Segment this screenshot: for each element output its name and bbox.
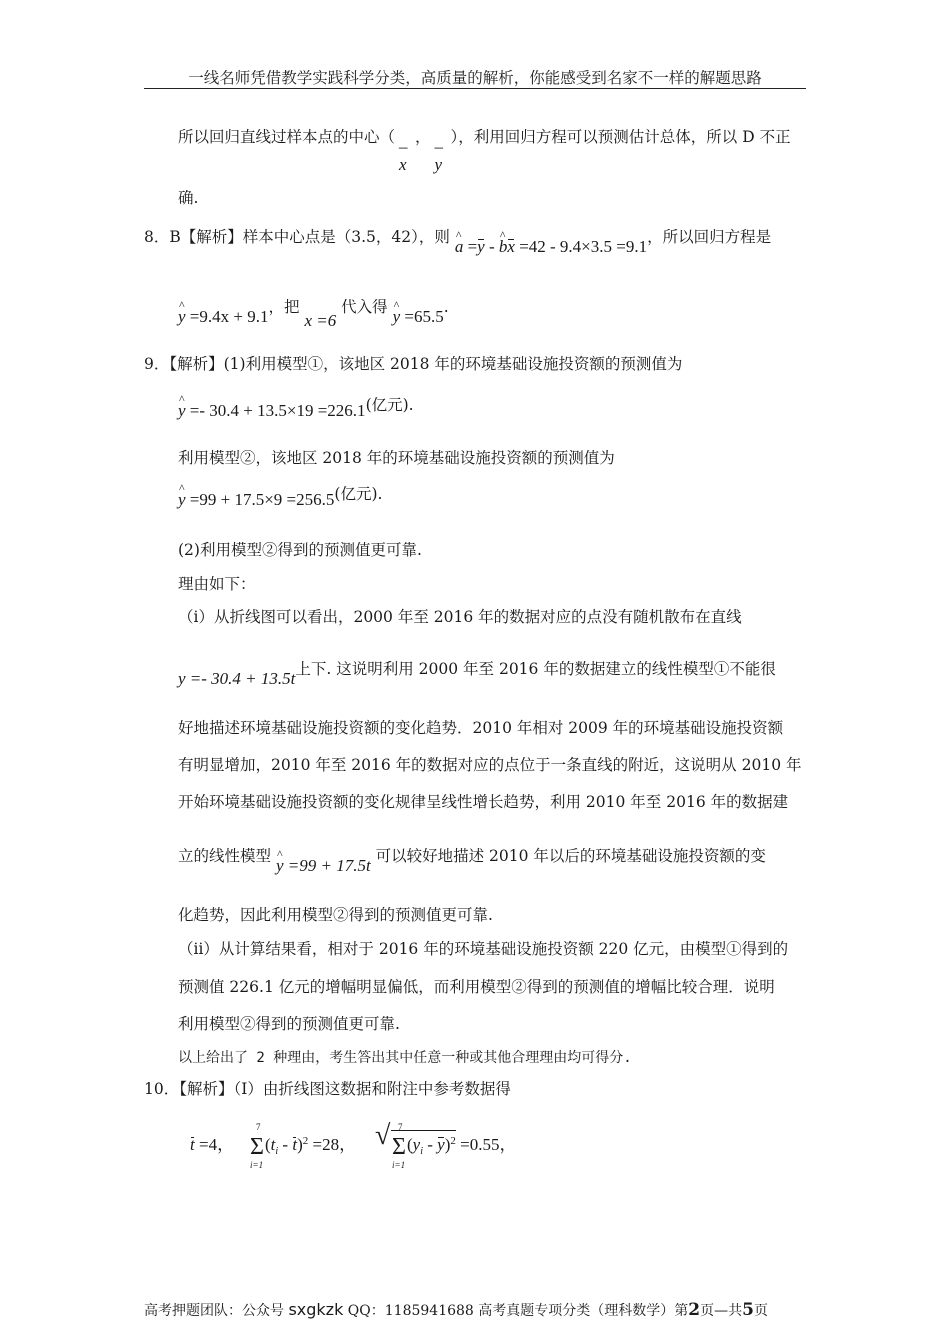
p10-equations: t =4， Σ 7 i=1 $(t_i - t)^2 =28$， √ Σ 7 i=1 $(y_i - y)^2 =0.55$，: [190, 1120, 517, 1170]
p8-label: 8．B【解析】: [144, 228, 243, 246]
p9-line-13: 预测值 226.1 亿元的增幅明显偏低，而利用模型②得到的预测值的增幅比较合理．说明: [178, 978, 775, 996]
p9-line-15: 以上给出了 2 种理由，考生答出其中任意一种或其他合理理由均可得分.: [178, 1050, 632, 1066]
p7-line-2: 确.: [178, 189, 199, 207]
header-rule: [144, 88, 806, 89]
p9-eq-2: ^ y =99 + 17.5×9 =256.5(亿元).: [178, 485, 382, 503]
p9-line-1: 9．【解析】(1)利用模型①，该地区 2018 年的环境基础设施投资额的预测值为: [144, 355, 683, 373]
p9-line-4: 理由如下：: [178, 575, 256, 593]
p8-line-1: 8．B【解析】样本中心点是（3.5，42），则 ^ a =y - ^ bx =42 - 9.4×3.5 =9.1，所以回归方程是: [144, 228, 771, 246]
p9-line-2: 利用模型②，该地区 2018 年的环境基础设施投资额的预测值为: [178, 449, 615, 467]
p7-line-1: 所以回归直线过样本点的中心（ – x ， – y ），利用回归方程可以预测估计总体，所以 D 不正: [178, 128, 791, 174]
page-header: 一线名师凭借教学实践科学分类，高质量的解析，你能感受到名家不一样的解题思路: [188, 69, 762, 87]
p8-regression-equation: ^ y =9.4x + 9.1: [178, 307, 268, 326]
p9-line-5: （ⅰ）从折线图可以看出，2000 年至 2016 年的数据对应的点没有随机散布在直线: [178, 608, 742, 626]
p9-line-3: (2)利用模型②得到的预测值更可靠.: [178, 541, 422, 559]
p8-intercept-equation: ^ a =y - ^ bx =42 - 9.4×3.5 =9.1: [455, 237, 647, 256]
p9-line-12: （ⅱ）从计算结果看，相对于 2016 年的环境基础设施投资额 220 亿元，由模型①得到的: [178, 940, 789, 958]
p9-eq-1: ^ y =- 30.4 + 13.5×19 =226.1(亿元).: [178, 396, 414, 414]
p9-line-9: 开始环境基础设施投资额的变化规律呈线性增长趋势，利用 2010 年至 2016 年的数据建: [178, 793, 789, 811]
p10-label: 10．【解析】: [144, 1080, 234, 1098]
page-footer: 高考押题团队：公众号 sxgkzk QQ：1185941688 高考真题专项分类（理科数学）第2页—共5页: [144, 1300, 768, 1320]
p9-line-10: 立的线性模型 ^ y =99 + 17.5t 可以较好地描述 2010 年以后的环境基础设施投资额的变: [178, 847, 766, 865]
p9-line-6: y =- 30.4 + 13.5t上下. 这说明利用 2000 年至 2016 年的数据建立的线性模型①不能很: [178, 660, 776, 688]
p9-line-7: 好地描述环境基础设施投资额的变化趋势．2010 年相对 2009 年的环境基础设施投资额: [178, 719, 784, 737]
p9-line-14: 利用模型②得到的预测值更可靠.: [178, 1015, 400, 1033]
p8-line-2: ^ y =9.4x + 9.1，把 x =6 代入得 ^ y =65.5.: [178, 298, 449, 316]
p9-label: 9．【解析】: [144, 355, 224, 373]
p9-line-8: 有明显增加，2010 年至 2016 年的数据对应的点位于一条直线的附近，这说明从 2010 年: [178, 756, 802, 774]
p10-line-1: 10．【解析】（Ⅰ）由折线图这数据和附注中参考数据得: [144, 1080, 511, 1098]
p9-line-11: 化趋势，因此利用模型②得到的预测值更可靠.: [178, 906, 493, 924]
